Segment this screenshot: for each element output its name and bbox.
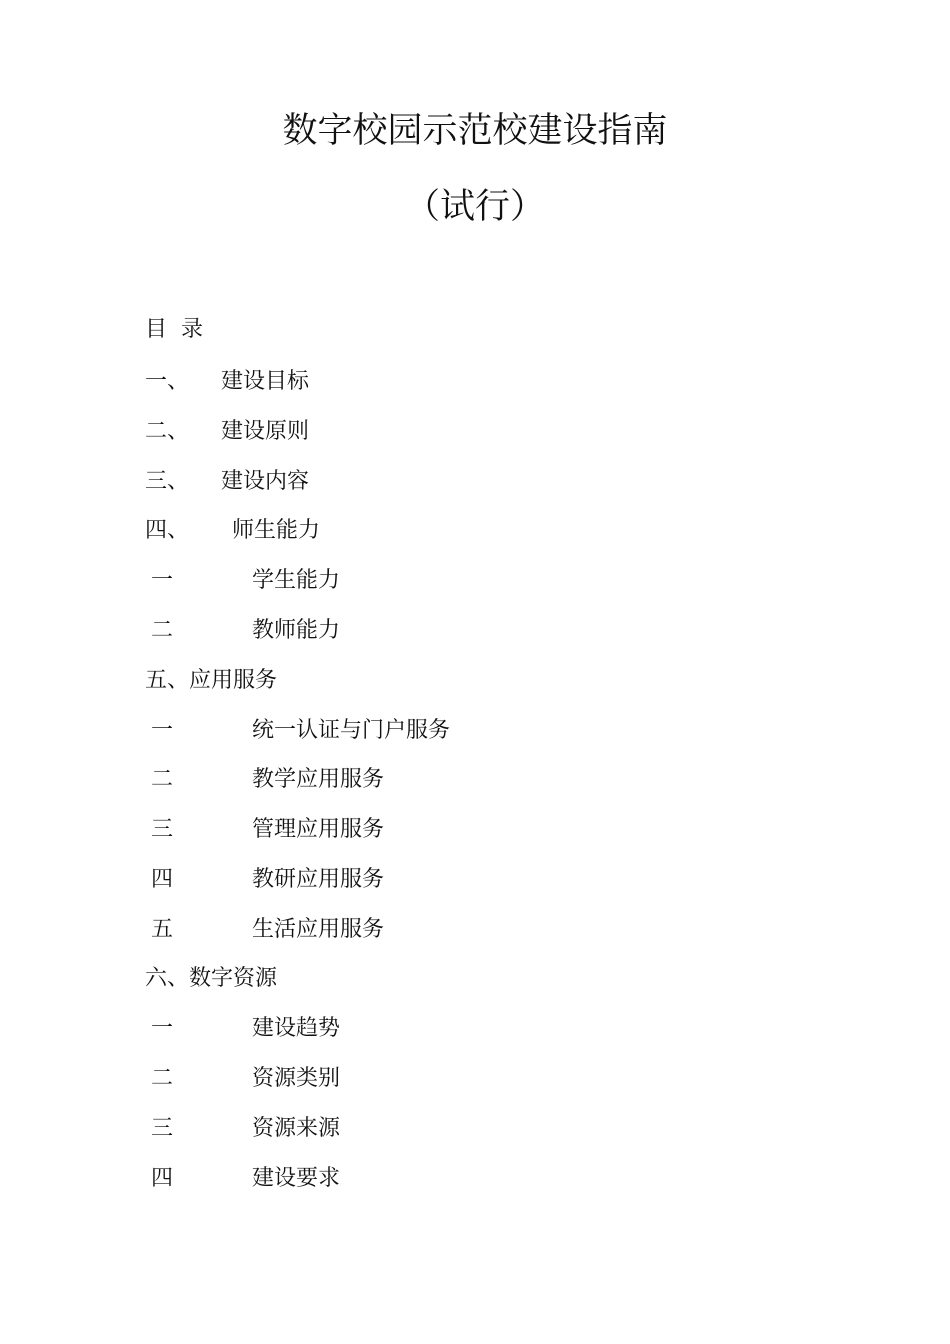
toc-entry-number: 五、 [145,668,190,693]
toc-heading: 目 录 [145,317,203,342]
document-title: 数字校园示范校建设指南 [282,111,668,151]
toc-entry-label: 统一认证与门户服务 [252,718,451,743]
toc-entry-number: 六、 [145,966,190,991]
toc-subentry[interactable] [0,917,950,943]
toc-entry-label: 资源类别 [252,1066,341,1091]
toc-entry-number: 三、 [145,469,190,494]
toc-entry-label: 管理应用服务 [252,817,385,842]
toc-entry-number: 一 [151,568,174,593]
toc-entry-number: 二、 [145,419,190,444]
toc-subentry[interactable] [0,1116,950,1142]
toc-entry-number: 二 [151,618,174,643]
toc-entry-label: 师生能力 [232,518,321,543]
toc-subentry[interactable] [0,767,950,793]
toc-entry[interactable] [0,369,950,395]
toc-entry-label: 数字资源 [189,966,278,991]
toc-entry-label: 资源来源 [252,1116,341,1141]
toc-entry-number: 二 [151,767,174,792]
toc-entry-number: 二 [151,1066,174,1091]
toc-entry[interactable] [0,966,950,992]
toc-entry-number: 四、 [145,518,190,543]
toc-subentry[interactable] [0,1066,950,1092]
toc-subentry[interactable] [0,618,950,644]
toc-entry[interactable] [0,518,950,544]
toc-entry-label: 建设原则 [221,419,310,444]
toc-entry-number: 四 [151,867,174,892]
toc-entry-number: 一 [151,718,174,743]
toc-entry-label: 建设趋势 [252,1016,341,1041]
toc-entry-label: 教师能力 [252,618,341,643]
toc-entry-number: 三 [151,1116,174,1141]
toc-entry[interactable] [0,668,950,694]
toc-subentry[interactable] [0,867,950,893]
toc-entry-label: 教学应用服务 [252,767,385,792]
toc-entry-label: 生活应用服务 [252,917,385,942]
document-subtitle: （试行） [404,187,545,227]
toc-entry-label: 学生能力 [252,568,341,593]
toc-subentry[interactable] [0,568,950,594]
toc-subentry[interactable] [0,1166,950,1192]
toc-entry-label: 建设要求 [252,1166,341,1191]
toc-subentry[interactable] [0,718,950,744]
toc-entry-number: 五 [151,917,174,942]
toc-entry[interactable] [0,419,950,445]
toc-entry-number: 四 [151,1166,174,1191]
toc-entry-number: 一、 [145,369,190,394]
toc-entry-label: 应用服务 [189,668,278,693]
toc-entry-number: 一 [151,1016,174,1041]
toc-entry-label: 建设目标 [221,369,310,394]
toc-subentry[interactable] [0,817,950,843]
toc-entry-label: 教研应用服务 [252,867,385,892]
toc-entry[interactable] [0,469,950,495]
toc-entry-number: 三 [151,817,174,842]
toc-entry-label: 建设内容 [221,469,310,494]
toc-subentry[interactable] [0,1016,950,1042]
